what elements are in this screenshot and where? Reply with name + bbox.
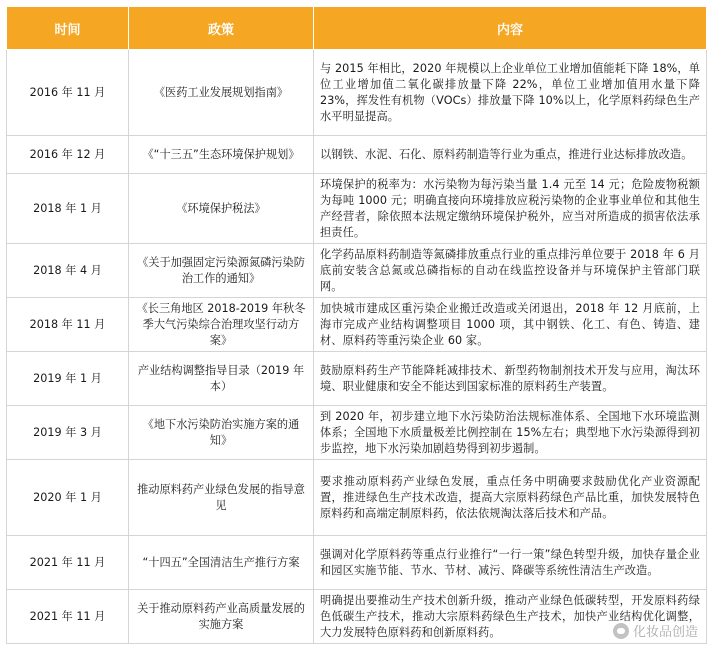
cell-policy-name: 《地下水污染防治实施方案的通知》 (129, 406, 314, 460)
header-policy: 政策 (129, 7, 314, 50)
cell-time: 2019 年 3 月 (7, 406, 129, 460)
cell-time: 2018 年 11 月 (7, 298, 129, 352)
cell-content: 明确提出要推动生产技术创新升级，推动产业绿色低碳转型，开发原料药绿色低碳生产技术，推动大宗原料药绿色生产技术，加快产业结构优化调整，大力发展特色原料药和创新原料药。 (314, 590, 707, 644)
table-header-row (7, 7, 707, 50)
cell-content: 环境保护的税率为：水污染物为每污染当量 1.4 元至 14 元；危险废物税额为每吨 1000 元；明确直接向环境排放应税污染物的企业事业单位和其他生产经营者，除依照本法规定缴纳环境保护税外，应当对所造成的损害依法承担责任。 (314, 174, 707, 244)
cell-content: 鼓励原料药生产节能降耗减排技术、新型药物制剂技术开发与应用，淘汰环境、职业健康和安全不能达到国家标准的原料药生产装置。 (314, 352, 707, 406)
table-row (7, 136, 707, 174)
cell-content: 化学药品原料药制造等氮磷排放重点行业的重点排污单位要于 2018 年 6 月底前安装含总氮或总磷指标的自动在线监控设备并与环境保护主管部门联网。 (314, 244, 707, 298)
table-body (7, 50, 707, 644)
cell-time: 2021 年 11 月 (7, 536, 129, 590)
cell-content: 到 2020 年，初步建立地下水污染防治法规标准体系、全国地下水环境监测体系；全国地下水质量极差比例控制在 15%左右；典型地下水污染源得到初步监控，地下水污染加剧趋势得到初步遏制。 (314, 406, 707, 460)
cell-policy-name: “十四五”全国清洁生产推行方案 (129, 536, 314, 590)
table-row (7, 406, 707, 460)
cell-policy-name: 《“十三五”生态环境保护规划》 (129, 136, 314, 174)
table-row (7, 590, 707, 644)
cell-policy-name: 关于推动原料药产业高质量发展的实施方案 (129, 590, 314, 644)
cell-policy-name: 《医药工业发展规划指南》 (129, 50, 314, 136)
cell-time: 2019 年 1 月 (7, 352, 129, 406)
cell-policy-name: 《长三角地区 2018-2019 年秋冬季大气污染综合治理攻坚行动方案》 (129, 298, 314, 352)
watermark (613, 621, 698, 640)
cell-time: 2020 年 1 月 (7, 460, 129, 536)
cell-time: 2018 年 1 月 (7, 174, 129, 244)
table-row (7, 298, 707, 352)
cell-policy-name: 《环境保护税法》 (129, 174, 314, 244)
cell-policy-name: 《关于加强固定污染源氮磷污染防治工作的通知》 (129, 244, 314, 298)
table-row (7, 50, 707, 136)
header-time: 时间 (7, 7, 129, 50)
wechat-icon (613, 623, 629, 639)
cell-policy-name: 产业结构调整指导目录（2019 年本） (129, 352, 314, 406)
cell-content: 要求推动原料药产业绿色发展，重点任务中明确要求鼓励优化产业资源配置，推进绿色生产技术改造，提高大宗原料药绿色产品比重，加快发展特色原料药和高端定制原料药，依法依规淘汰落后技术和产品。 (314, 460, 707, 536)
cell-time: 2016 年 12 月 (7, 136, 129, 174)
watermark-text: 化妆品创造 (632, 625, 698, 640)
header-content: 内容 (314, 7, 707, 50)
cell-content: 强调对化学原料药等重点行业推行“一行一策”绿色转型升级，加快存量企业和园区实施节能、节水、节材、减污、降碳等系统性清洁生产改造。 (314, 536, 707, 590)
cell-time: 2018 年 4 月 (7, 244, 129, 298)
table-row (7, 460, 707, 536)
policy-table (6, 6, 707, 644)
cell-time: 2016 年 11 月 (7, 50, 129, 136)
cell-policy-name: 推动原料药产业绿色发展的指导意见 (129, 460, 314, 536)
table-row (7, 174, 707, 244)
table-row (7, 536, 707, 590)
cell-content: 以钢铁、水泥、石化、原料药制造等行业为重点，推进行业达标排放改造。 (314, 136, 707, 174)
cell-time: 2021 年 11 月 (7, 590, 129, 644)
cell-content: 与 2015 年相比，2020 年规模以上企业单位工业增加值能耗下降 18%，单位工业增加值二氧化碳排放量下降 22%，单位工业增加值用水量下降 23%，挥发性有机物（VOCs）排放量下降 10%以上，化学原料药绿色生产水平明显提高。 (314, 50, 707, 136)
table-row (7, 352, 707, 406)
cell-content: 加快城市建成区重污染企业搬迁改造或关闭退出，2018 年 12 月底前，上海市完成产业结构调整项目 1000 项，其中钢铁、化工、有色、铸造、建材、原料药等重污染企业 60 家。 (314, 298, 707, 352)
table-row (7, 244, 707, 298)
